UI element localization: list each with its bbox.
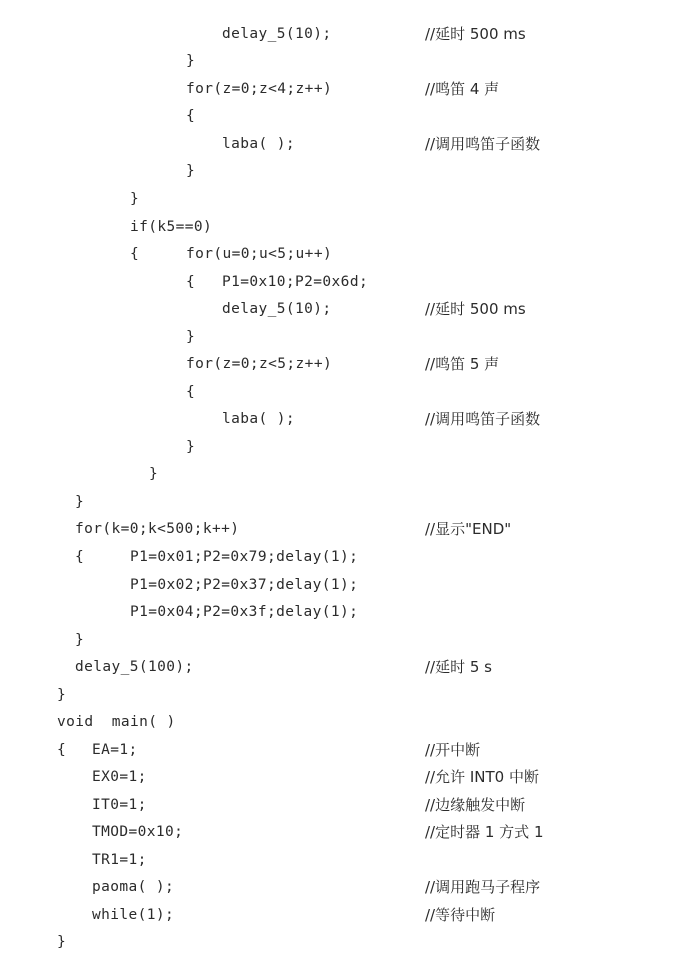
code-line: { (130, 246, 140, 262)
code-line: } (186, 53, 196, 69)
code-line: P1=0x02;P2=0x37;delay(1); (130, 577, 359, 593)
code-line: } (75, 494, 85, 510)
code-comment: //延时 5 s (425, 658, 493, 676)
code-comment: //鸣笛 4 声 (425, 80, 500, 98)
code-line: for(u=0;u<5;u++) (186, 246, 333, 262)
code-line: } (57, 687, 67, 703)
code-line: { (75, 549, 85, 565)
code-comment: //允许 INT0 中断 (425, 768, 539, 786)
code-comment: //显示"END" (425, 520, 512, 538)
code-comment: //等待中断 (425, 906, 496, 924)
code-line: if(k5==0) (130, 219, 213, 235)
code-comment: //延时 500 ms (425, 300, 526, 318)
code-line: } (57, 934, 67, 950)
code-line: laba( ); (222, 136, 296, 152)
code-line: P1=0x04;P2=0x3f;delay(1); (130, 604, 359, 620)
code-line: { (186, 384, 196, 400)
code-comment: //开中断 (425, 741, 481, 759)
code-line: delay_5(10); (222, 301, 332, 317)
code-line: P1=0x10;P2=0x6d; (222, 274, 369, 290)
code-comment: //调用鸣笛子函数 (425, 135, 541, 153)
code-line: for(z=0;z<4;z++) (186, 81, 333, 97)
code-comment: //边缘触发中断 (425, 796, 526, 814)
code-line: while(1); (92, 907, 175, 923)
code-line: TMOD=0x10; (92, 824, 184, 840)
code-comment: //定时器 1 方式 1 (425, 823, 544, 841)
code-line: delay_5(100); (75, 659, 194, 675)
code-line: } (186, 163, 196, 179)
code-line: } (186, 329, 196, 345)
code-line: } (75, 632, 85, 648)
code-line: { (57, 742, 67, 758)
code-line: P1=0x01;P2=0x79;delay(1); (130, 549, 359, 565)
code-line: { (186, 274, 196, 290)
code-line: for(k=0;k<500;k++) (75, 521, 240, 537)
code-line: delay_5(10); (222, 26, 332, 42)
code-line: } (149, 466, 159, 482)
code-line: EA=1; (92, 742, 138, 758)
code-line: void main( ) (57, 714, 176, 730)
code-line: } (130, 191, 140, 207)
code-comment: //鸣笛 5 声 (425, 355, 500, 373)
code-line: paoma( ); (92, 879, 175, 895)
code-comment: //调用跑马子程序 (425, 878, 541, 896)
code-comment: //延时 500 ms (425, 25, 526, 43)
code-line: IT0=1; (92, 797, 147, 813)
code-line: laba( ); (222, 411, 296, 427)
code-comment: //调用鸣笛子函数 (425, 410, 541, 428)
code-line: { (186, 108, 196, 124)
code-line: TR1=1; (92, 852, 147, 868)
code-line: for(z=0;z<5;z++) (186, 356, 333, 372)
code-line: EX0=1; (92, 769, 147, 785)
code-line: } (186, 439, 196, 455)
